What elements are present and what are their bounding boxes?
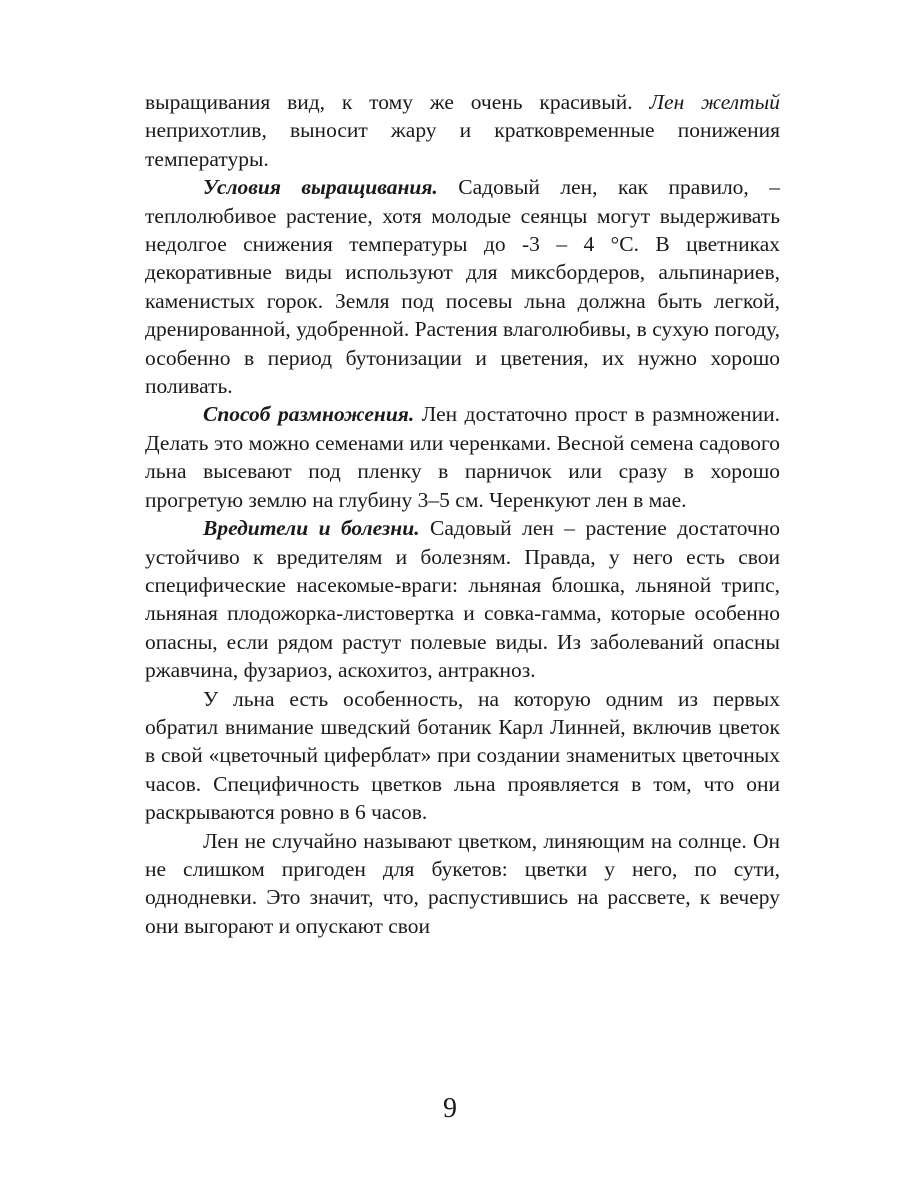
paragraph-1-text-a: выращивания вид, к тому же очень красивый.	[145, 90, 650, 114]
paragraph-6: Лен не случайно называют цветком, линяющим на солнце. Он не слишком пригоден для букетов: цветки у него, по сути, однодневки. Это значит, что, распустившись на рассвете, к вечеру они выгорают и опускают свои	[145, 828, 780, 938]
body-text	[145, 88, 780, 940]
paragraph-1-text-b: неприхотлив, выносит жару и кратковременные понижения температуры.	[145, 118, 780, 171]
paragraph-pests-diseases	[145, 514, 780, 684]
paragraph-propagation	[145, 400, 780, 514]
paragraph-growing-conditions	[145, 173, 780, 400]
paragraph-1	[145, 88, 780, 173]
paragraph-4-text: Садовый лен – растение достаточно устойчиво к вредителям и болезням. Правда, у него есть свои специфические насекомые-враги: льняная блошка, льняной трипс, льняная плодожорка-листовертка и совка-гамма, которые особенно опасны, если рядом растут полевые виды. Из заболеваний опасны ржавчина, фузариоз, аскохитоз, антракноз.	[145, 516, 780, 683]
italic-term-yellow-flax: Лен желтый	[649, 90, 780, 114]
heading-propagation: Способ размножения.	[203, 402, 415, 427]
paragraph-2-text: Садовый лен, как правило, – теплолюбивое растение, хотя молодые сеянцы могут выдерживать недолгое снижения температуры до -3 – 4 °С. В цветниках декоративные виды используют для миксбордеров, альпинариев, каменистых горок. Земля под посевы льна должна быть легкой, дренированной, удобренной. Растения влаголюбивы, в сухую погоду, особенно в период бутонизации и цветения, их нужно хорошо поливать.	[145, 175, 780, 399]
page-number: 9	[443, 1093, 457, 1124]
paragraph-5: У льна есть особенность, на которую одним из первых обратил внимание шведский ботаник Карл Линней, включив цветок в свой «цветочный циферблат» при создании знаменитых цветочных часов. Специфичность цветков льна проявляется в том, что они раскрываются ровно в 6 часов.	[145, 686, 780, 825]
heading-growing-conditions: Условия выращивания.	[203, 175, 438, 200]
paragraph-3-text: Лен достаточно прост в размножении. Делать это можно семенами или черенками. Весной семена садового льна высевают под пленку в парничок или сразу в хорошо прогретую землю на глубину 3–5 см. Черенкуют лен в мае.	[145, 402, 780, 512]
heading-pests-diseases: Вредители и болезни.	[203, 516, 420, 541]
